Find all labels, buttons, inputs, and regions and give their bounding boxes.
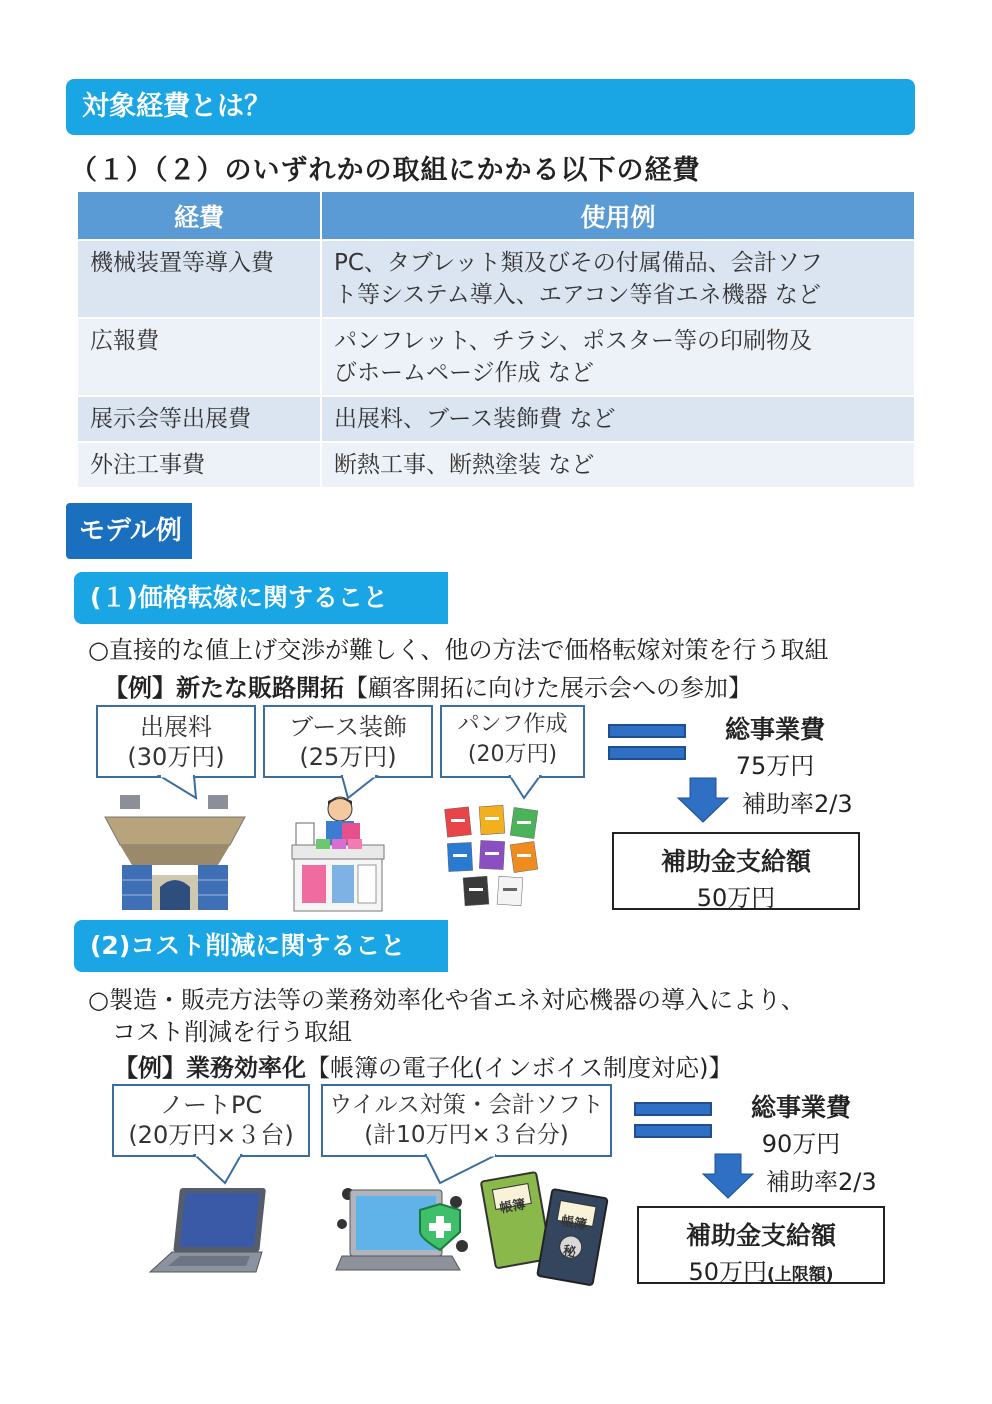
example-line: びホームページ作成 など — [334, 360, 594, 386]
down-arrow-icon — [703, 1154, 753, 1198]
security-laptop-icon — [336, 1184, 468, 1280]
pamphlets-icon — [446, 803, 546, 911]
subsidy-value-line — [639, 1252, 883, 1287]
example-label: 【例】新たな販路開拓 — [104, 674, 344, 702]
example-line: パンフレット、チラシ、ポスター等の印刷物及 — [334, 328, 812, 354]
equals-bar-bottom — [608, 746, 686, 760]
example-detail: 【帳簿の電子化(インボイス制度対応)】 — [306, 1054, 733, 1082]
section2-header: (2)コスト削減に関すること — [74, 920, 448, 972]
bubble-line: ノートPC — [159, 1091, 263, 1119]
section1-header: (１)価格転嫁に関すること — [74, 572, 448, 624]
total-cost-value: 90万円 — [761, 1130, 841, 1158]
speech-bubble-pamphlet — [440, 705, 585, 778]
total-cost-label: 総事業費 — [750, 1093, 851, 1122]
bubble-line: ウイルス対策・会計ソフト — [329, 1092, 604, 1118]
section1-example — [104, 668, 752, 703]
table-row — [78, 396, 915, 442]
exhibition-hall-icon — [100, 795, 250, 910]
bubble-line: (計10万円×３台分) — [364, 1122, 569, 1148]
table-cell-example — [321, 318, 915, 396]
bubble-line: ブース装飾 — [288, 713, 408, 741]
subsidy-label: 補助金支給額 — [685, 1221, 836, 1250]
example-label: 【例】業務効率化 — [114, 1054, 306, 1082]
total-cost-2 — [726, 1088, 876, 1159]
speech-bubble-booth-fee — [96, 705, 256, 778]
laptop-icon — [150, 1188, 270, 1278]
section2-description-line2: コスト削減を行う取組 — [112, 1018, 352, 1046]
subsidy-rate: 補助率2/3 — [766, 1168, 877, 1196]
subsidy-rate: 補助率2/3 — [742, 790, 853, 818]
speech-bubble-booth-decoration — [263, 705, 433, 778]
bubble-tail — [510, 776, 550, 800]
total-cost-value: 75万円 — [735, 752, 815, 780]
subsidy-note: (上限額) — [767, 1265, 834, 1285]
subsidy-value: 50万円 — [688, 1258, 767, 1286]
bubble-tail — [195, 1155, 245, 1185]
subsidy-amount-box-1 — [612, 832, 860, 910]
table-cell-example — [321, 442, 915, 487]
subsidy-amount-box-2 — [637, 1206, 885, 1284]
bubble-line: (30万円) — [127, 743, 225, 771]
expense-table — [78, 192, 916, 487]
table-row — [78, 318, 915, 396]
example-line: 出展料、ブース装飾費 など — [334, 406, 616, 432]
equals-bar-top — [608, 724, 686, 738]
bubble-line: パンフ作成 — [457, 712, 568, 737]
subtitle: （１）（２）のいずれかの取組にかかる以下の経費 — [70, 155, 701, 186]
total-cost-1 — [700, 710, 850, 781]
table-cell-item: 機械装置等導入費 — [78, 240, 321, 318]
model-example-header: モデル例 — [66, 503, 192, 559]
down-arrow-icon — [678, 778, 728, 822]
bubble-line: 出展料 — [140, 713, 212, 741]
table-cell-item: 広報費 — [78, 318, 321, 396]
table-cell-example — [321, 396, 915, 442]
booth-staff-icon — [288, 795, 388, 913]
book-label: 帳簿 — [498, 1197, 527, 1217]
book-label: 帳簿 — [559, 1214, 588, 1234]
example-line: 断熱工事、断熱塗装 など — [334, 452, 595, 478]
secret-mark: 秘 — [561, 1243, 577, 1261]
section2-description-line1: ○製造・販売方法等の業務効率化や省エネ対応機器の導入により、 — [88, 986, 805, 1014]
bubble-line: (20万円×３台) — [128, 1121, 294, 1149]
section-header-target-expenses: 対象経費とは？ — [66, 79, 915, 135]
example-line: PC、タブレット類及びその付属備品、会計ソフ — [334, 250, 823, 276]
subsidy-label: 補助金支給額 — [660, 847, 811, 876]
account-books-icon — [482, 1170, 610, 1288]
example-line: ト等システム導入、エアコン等省エネ機器 など — [334, 282, 821, 308]
section2-example — [114, 1048, 733, 1083]
section1-description: ○直接的な値上げ交渉が難しく、他の方法で価格転嫁対策を行う取組 — [88, 636, 829, 664]
bubble-line: (25万円) — [299, 743, 397, 771]
total-cost-label: 総事業費 — [724, 715, 825, 744]
equals-bar-bottom — [634, 1124, 712, 1138]
table-cell-item: 展示会等出展費 — [78, 396, 321, 442]
bubble-line: (20万円) — [467, 742, 558, 767]
subsidy-value: 50万円 — [696, 884, 776, 912]
table-header-cell: 経費 — [78, 192, 321, 240]
table-cell-item: 外注工事費 — [78, 442, 321, 487]
speech-bubble-laptop — [112, 1084, 310, 1157]
equals-bar-top — [634, 1102, 712, 1116]
table-header-cell: 使用例 — [321, 192, 915, 240]
speech-bubble-software — [321, 1084, 612, 1157]
table-header-row — [78, 192, 915, 240]
table-row — [78, 240, 915, 318]
table-row — [78, 442, 915, 487]
table-cell-example — [321, 240, 915, 318]
example-detail: 【顧客開拓に向けた展示会への参加】 — [344, 674, 752, 702]
